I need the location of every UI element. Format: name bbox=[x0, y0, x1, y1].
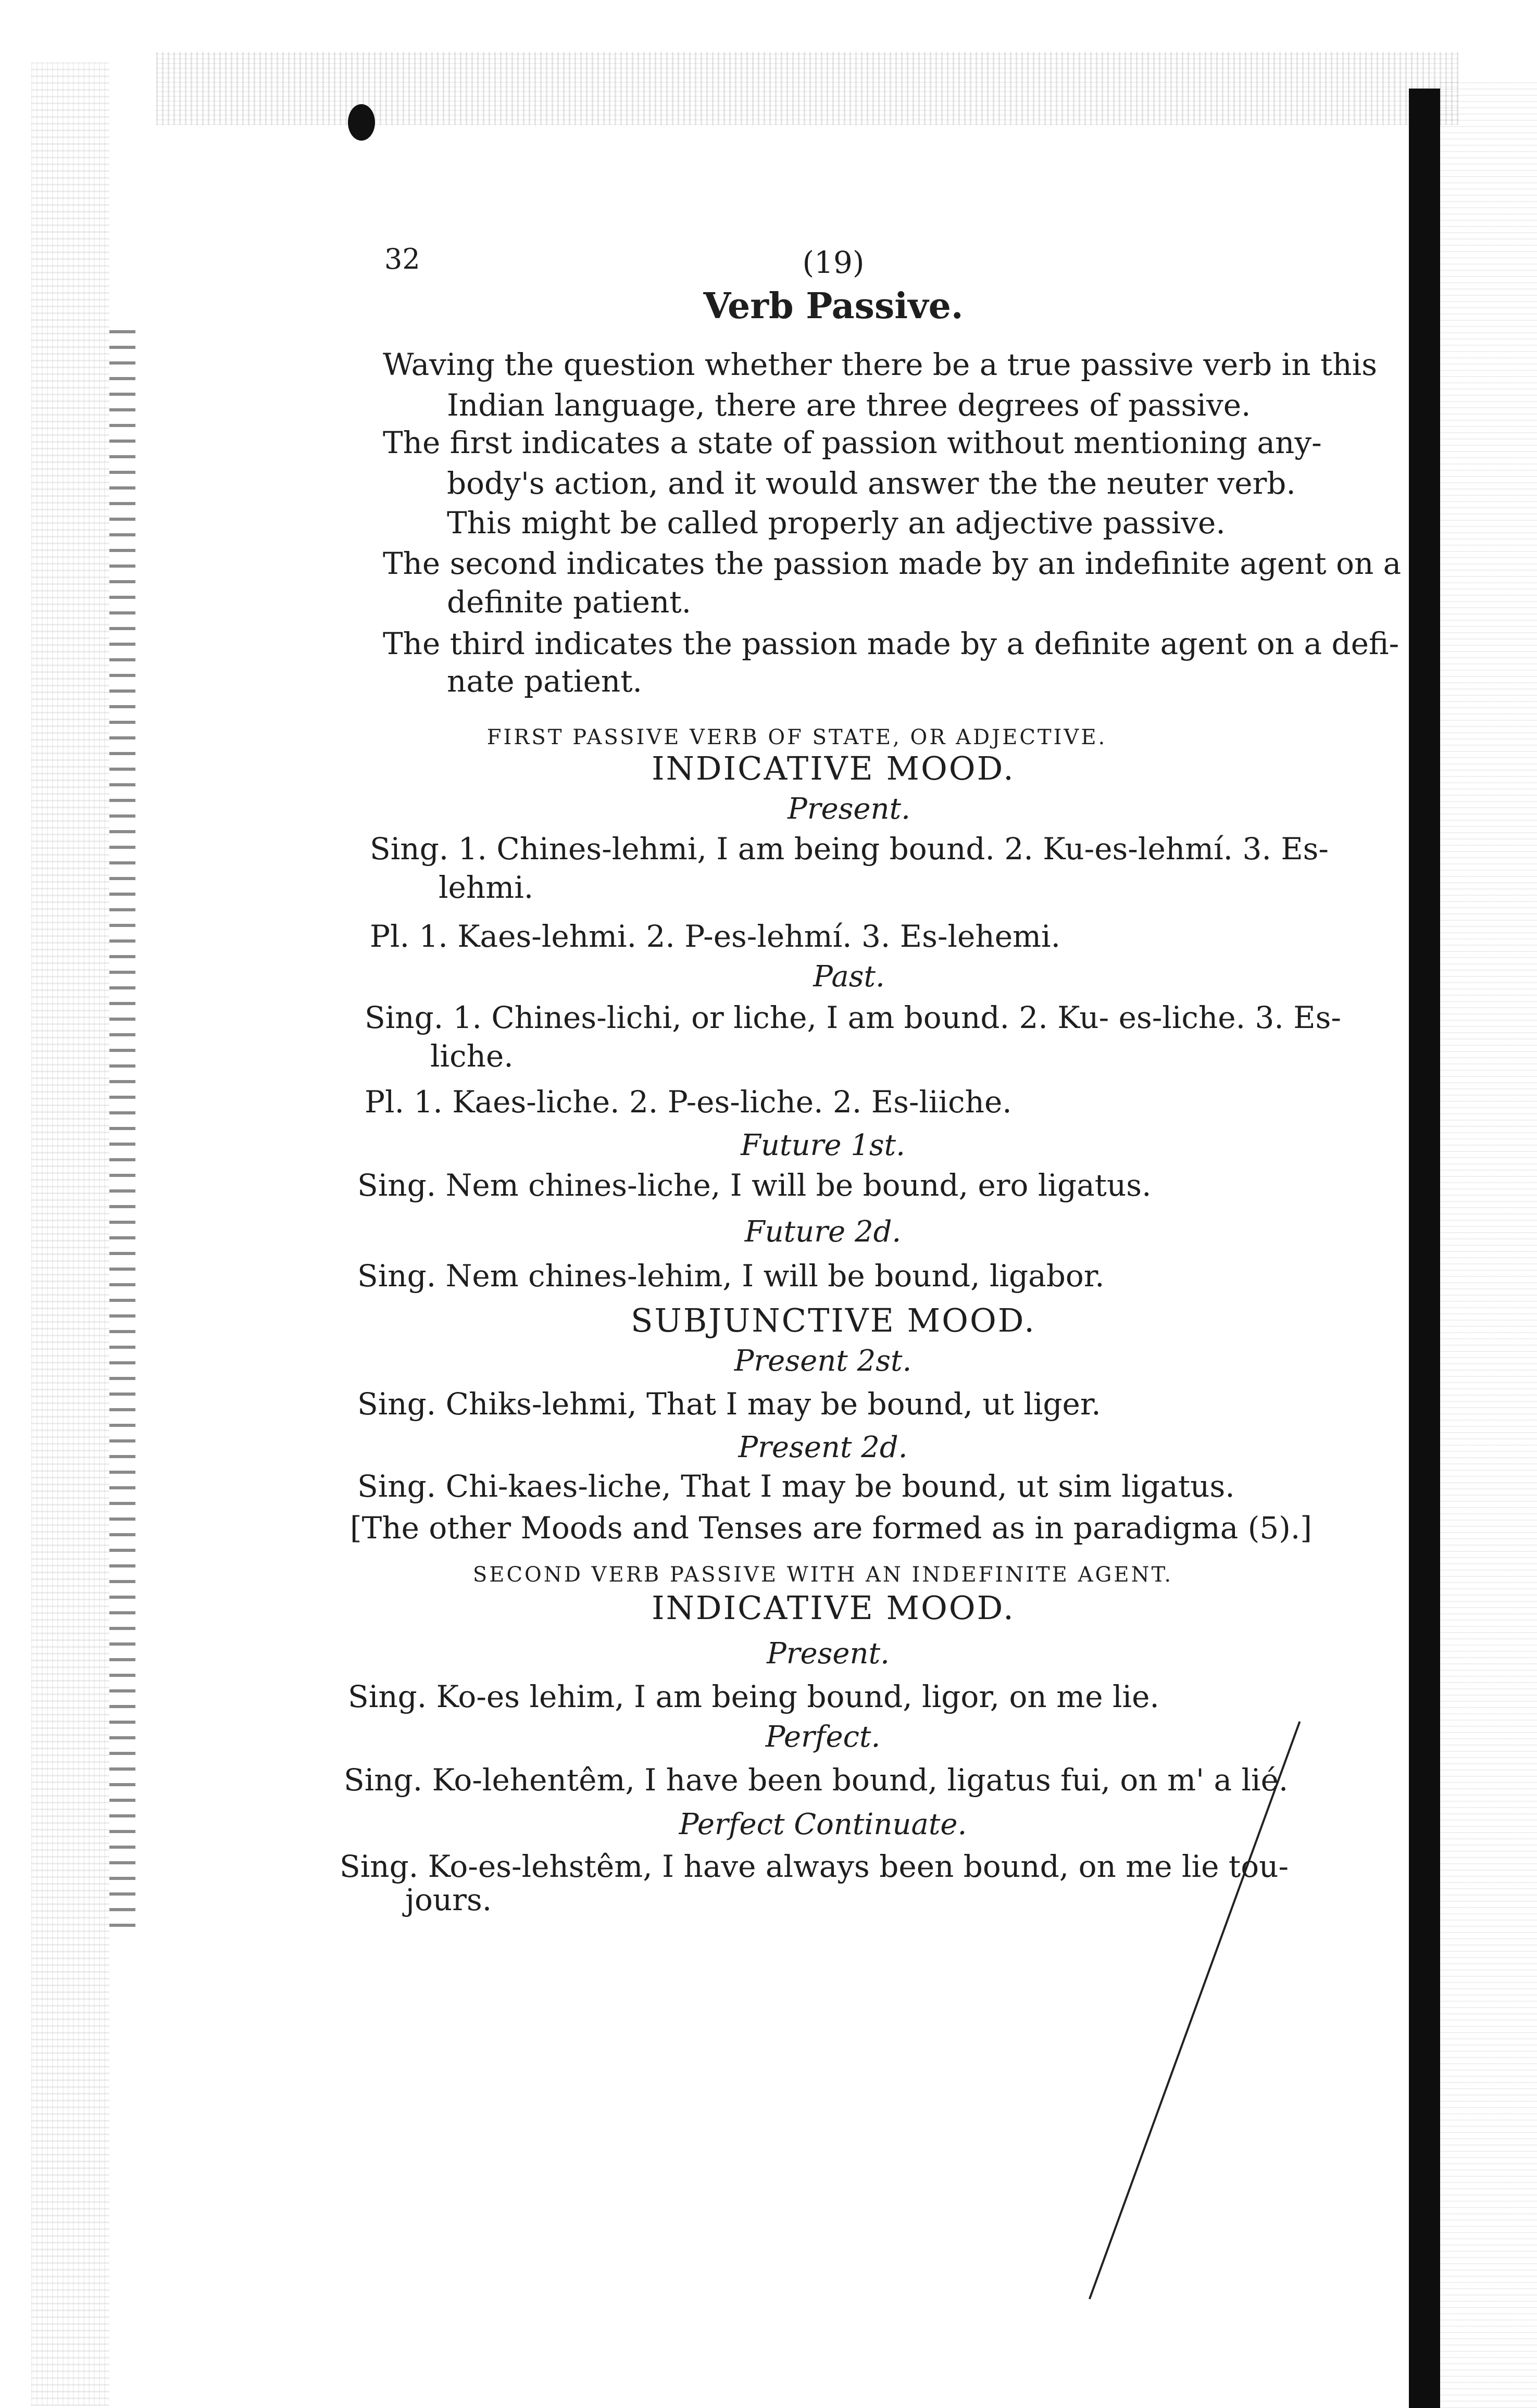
tense-label: Present 2d. bbox=[738, 1431, 908, 1464]
intro-line: This might be called properly an adjective passive. bbox=[447, 505, 1226, 541]
conjugation-line: Pl. 1. Kaes-liche. 2. P-es-liche. 2. Es-liiche. bbox=[365, 1084, 1012, 1120]
mood-heading: SUBJUNCTIVE MOOD. bbox=[630, 1301, 1036, 1339]
conjugation-line: jours. bbox=[405, 1882, 492, 1917]
intro-line: body's action, and it would answer the the neuter verb. bbox=[447, 466, 1296, 501]
binding-marks bbox=[109, 323, 135, 1927]
conjugation-line: Sing. Chiks-lehmi, That I may be bound, ut liger. bbox=[357, 1386, 1101, 1422]
ink-blot bbox=[348, 104, 375, 141]
tense-label: Present. bbox=[788, 792, 910, 826]
section-heading: SECOND VERB PASSIVE WITH AN INDEFINITE AGENT. bbox=[472, 1563, 1173, 1587]
conjugation-line: Sing. Chi-kaes-liche, That I may be bound, ut sim ligatus. bbox=[357, 1469, 1235, 1504]
intro-line: The second indicates the passion made by an indefinite agent on a bbox=[383, 546, 1402, 581]
tense-label: Present. bbox=[767, 1637, 890, 1671]
intro-line: Indian language, there are three degrees of passive. bbox=[447, 387, 1251, 423]
page-title: Verb Passive. bbox=[703, 285, 964, 327]
conjugation-line: Sing. Nem chines-liche, I will be bound, ero ligatus. bbox=[357, 1168, 1152, 1203]
tense-label: Past. bbox=[813, 960, 885, 994]
tense-label: Perfect. bbox=[765, 1720, 881, 1754]
section-heading: FIRST PASSIVE VERB OF STATE, OR ADJECTIVE. bbox=[486, 725, 1107, 749]
conjugation-line: Pl. 1. Kaes-lehmi. 2. P-es-lehmí. 3. Es-lehemi. bbox=[370, 919, 1061, 954]
conjugation-line: Sing. Ko-es lehim, I am being bound, ligor, on me lie. bbox=[348, 1679, 1159, 1714]
page-number: 32 bbox=[384, 243, 420, 275]
tense-label: Future 1st. bbox=[741, 1128, 905, 1162]
intro-line: The third indicates the passion made by a definite agent on a defi- bbox=[383, 626, 1399, 661]
intro-line: The first indicates a state of passion without mentioning any- bbox=[383, 425, 1322, 460]
section-number: (19) bbox=[802, 245, 865, 280]
tense-label: Present 2st. bbox=[734, 1344, 912, 1378]
intro-line: Waving the question whether there be a true passive verb in this bbox=[383, 347, 1377, 382]
tense-label: Perfect Continuate. bbox=[679, 1808, 967, 1841]
scan-noise-left bbox=[31, 62, 109, 2406]
conjugation-line: Sing. Ko-lehentêm, I have been bound, ligatus fui, on m' a lié. bbox=[344, 1762, 1289, 1798]
conjugation-line: Sing. 1. Chines-lichi, or liche, I am bound. 2. Ku- es-liche. 3. Es- bbox=[365, 1000, 1341, 1035]
conjugation-line: Sing. 1. Chines-lehmi, I am being bound. 2. Ku-es-lehmí. 3. Es- bbox=[370, 831, 1329, 867]
note-line: [The other Moods and Tenses are formed as in paradigma (5).] bbox=[350, 1510, 1312, 1546]
intro-line: nate patient. bbox=[447, 663, 642, 699]
intro-line: definite patient. bbox=[447, 584, 692, 620]
mood-heading: INDICATIVE MOOD. bbox=[652, 749, 1015, 787]
conjugation-line: lehmi. bbox=[439, 870, 534, 905]
tense-label: Future 2d. bbox=[744, 1215, 902, 1249]
conjugation-line: Sing. Nem chines-lehim, I will be bound, ligabor. bbox=[357, 1258, 1105, 1294]
conjugation-line: Sing. Ko-es-lehstêm, I have always been bound, on me lie tou- bbox=[340, 1849, 1289, 1884]
conjugation-line: liche. bbox=[430, 1038, 514, 1074]
mood-heading: INDICATIVE MOOD. bbox=[652, 1589, 1015, 1627]
